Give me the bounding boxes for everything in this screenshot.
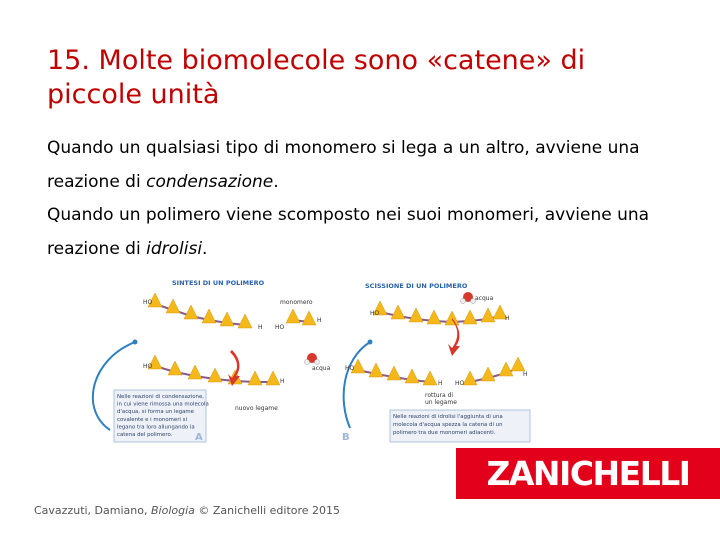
info-box-line: Nelle reazioni di condensazione, [117, 394, 204, 400]
label-bond-break-2: un legame [425, 399, 457, 406]
info-box-line: d'acqua, si forma un legame [117, 409, 194, 416]
footer-credit [34, 504, 340, 517]
hydrolysis-info-text [393, 414, 503, 436]
monomer-shape [168, 361, 182, 375]
chain-left-top [148, 293, 252, 328]
label-h-3: H [280, 378, 285, 385]
chain-right-bottom-a [351, 359, 437, 385]
info-box-line: catena del polimero. [117, 432, 173, 438]
paragraph-condensation-end: . [273, 171, 279, 192]
monomer-shape [238, 314, 252, 328]
label-monomer: monomero [280, 299, 313, 306]
chain-left-monomer [286, 309, 316, 325]
monomer-shape [202, 309, 216, 323]
chain-left-bottom [148, 355, 280, 385]
monomer-shape [208, 368, 222, 382]
term-hydrolysis: idrolisi [146, 238, 203, 259]
chain-right-bottom-b [463, 357, 525, 385]
monomer-shape [427, 310, 441, 324]
paragraph-hydrolysis [47, 199, 697, 266]
info-box-line: legano tra loro allungando la [117, 424, 195, 431]
chain-right-top [373, 301, 507, 325]
footer-book-title: Biologia [150, 504, 195, 517]
label-h-2: H [317, 317, 322, 324]
label-h-5: H [438, 380, 443, 387]
monomer-shape [184, 305, 198, 319]
cycle-arrow-right [344, 342, 370, 428]
right-diagram-title: SCISSIONE DI UN POLIMERO [365, 282, 468, 290]
monomer-shape [248, 371, 262, 385]
info-box-line: covalente e i monomeri si [117, 416, 187, 423]
monomer-shape [499, 362, 513, 376]
info-box-line: molecola d'acqua spezza la catena di un [393, 422, 503, 428]
monomer-shape [166, 299, 180, 313]
info-box-line: in cui viene rimossa una molecola [117, 401, 209, 408]
monomer-shape [286, 309, 300, 323]
polymer-diagram [80, 270, 540, 450]
label-ho-6: HO [455, 380, 465, 387]
monomer-shape [220, 312, 234, 326]
paragraph-condensation-text: Quando un qualsiasi tipo di monomero si lega a un altro, avviene una reazione di [47, 138, 640, 192]
label-h-4: H [505, 315, 510, 322]
monomer-shape [405, 369, 419, 383]
monomer-shape [423, 371, 437, 385]
monomer-shape [302, 311, 316, 325]
panel-label-b: B [342, 432, 350, 443]
label-h-1: H [258, 324, 263, 331]
monomer-chains [148, 293, 525, 385]
term-condensation: condensazione [146, 171, 274, 192]
panel-label-a: A [195, 432, 203, 443]
info-box-line: Nelle reazioni di idrolisi l'aggiunta di una [393, 414, 503, 420]
arrow-start-dot-right [368, 340, 373, 345]
paragraph-hydrolysis-end: . [202, 238, 208, 259]
monomer-shape [463, 310, 477, 324]
label-ho-3: HO [143, 363, 153, 370]
zanichelli-logo: ZANICHELLI [456, 448, 720, 499]
label-bond-break-1: rottura di [425, 392, 454, 399]
monomer-shape [463, 371, 477, 385]
slide-body [47, 132, 697, 266]
monomer-shape [409, 308, 423, 322]
footer-authors: Cavazzuti, Damiano, [34, 504, 151, 517]
monomer-shape [391, 305, 405, 319]
monomer-shape [481, 308, 495, 322]
monomer-shape [188, 365, 202, 379]
label-ho-5: HO [345, 365, 355, 372]
water-molecule-icon-right [461, 292, 476, 304]
label-water-left: acqua [312, 365, 331, 372]
monomer-shape [387, 366, 401, 380]
slide-title: 15. Molte biomolecole sono «catene» di piccole unità [47, 45, 586, 110]
monomer-shape [481, 367, 495, 381]
water-molecule-icon-left [305, 353, 320, 365]
monomer-shape [266, 371, 280, 385]
label-water-right: acqua [475, 295, 494, 302]
paragraph-hydrolysis-text: Quando un polimero viene scomposto nei suoi monomeri, avviene una reazione di [47, 205, 650, 259]
monomer-shape [511, 357, 525, 371]
info-box-line: polimero tra due monomeri adiacenti. [393, 430, 496, 436]
paragraph-condensation [47, 132, 697, 199]
label-h-6: H [523, 371, 528, 378]
left-diagram-title: SINTESI DI UN POLIMERO [172, 279, 265, 287]
footer-publisher: © Zanichelli editore 2015 [194, 504, 341, 517]
label-ho-1: HO [143, 299, 153, 306]
arrow-start-dot-left [133, 340, 138, 345]
label-ho-2: HO [275, 324, 285, 331]
monomer-shape [369, 363, 383, 377]
label-new-bond: nuovo legame [235, 405, 278, 412]
label-ho-4: HO [370, 310, 380, 317]
